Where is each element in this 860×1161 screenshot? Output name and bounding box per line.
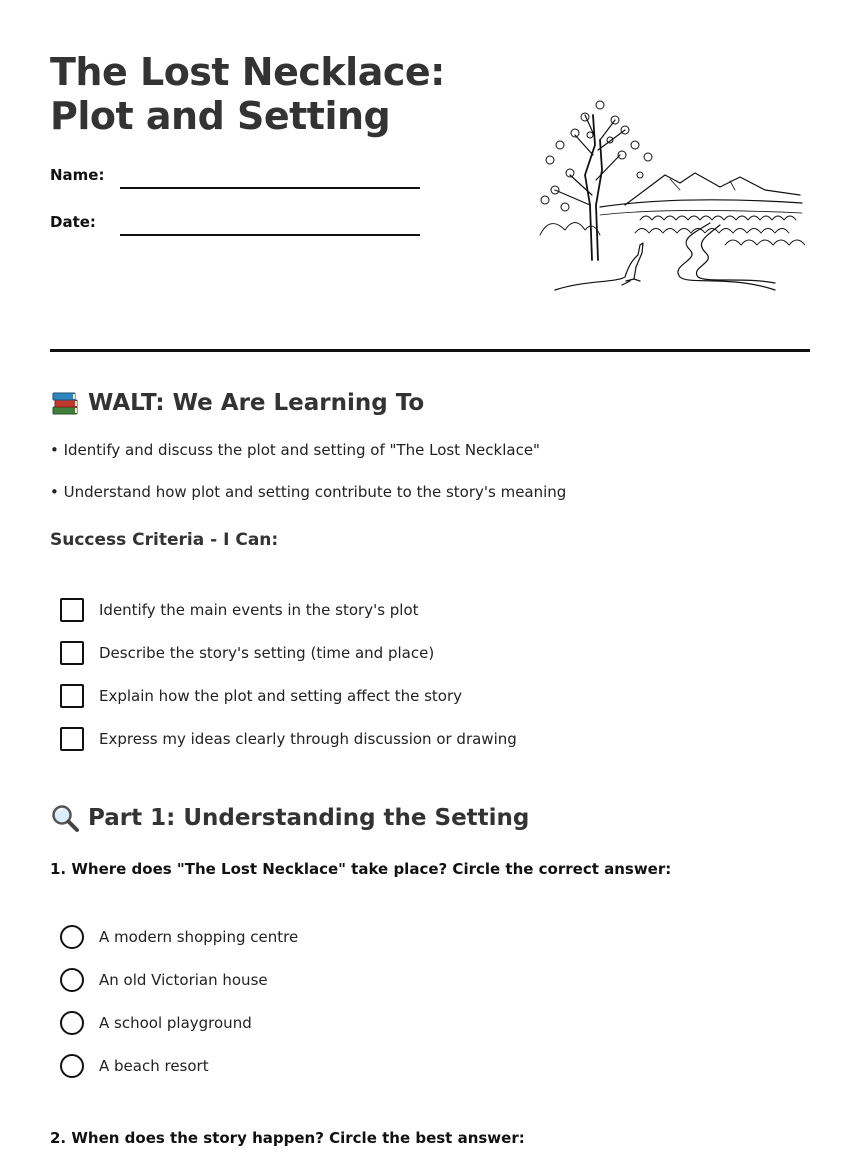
walt-heading <box>50 388 424 418</box>
walt-heading-text: WALT: We Are Learning To <box>88 390 425 416</box>
criteria-item[interactable] <box>60 598 419 622</box>
part1-heading-text: Part 1: Understanding the Setting <box>88 805 530 831</box>
walt-bullet-1: • Identify and discuss the plot and setting of "The Lost Necklace" <box>50 441 540 459</box>
date-line[interactable] <box>120 234 420 236</box>
criteria-text: Express my ideas clearly through discussion or drawing <box>99 730 517 748</box>
answer-option[interactable] <box>60 1054 209 1078</box>
date-label: Date: <box>50 213 96 231</box>
worksheet-title: The Lost Necklace: Plot and Setting <box>50 50 445 138</box>
walt-bullet-2: • Understand how plot and setting contribute to the story's meaning <box>50 483 567 501</box>
option-text: An old Victorian house <box>99 971 268 989</box>
criteria-item[interactable] <box>60 684 462 708</box>
radio-circle[interactable] <box>60 1054 84 1078</box>
success-criteria-heading: Success Criteria - I Can: <box>50 530 279 550</box>
radio-circle[interactable] <box>60 925 84 949</box>
criteria-text: Explain how the plot and setting affect the story <box>99 687 463 705</box>
radio-circle[interactable] <box>60 1011 84 1035</box>
checkbox[interactable] <box>60 684 84 708</box>
name-line[interactable] <box>120 187 420 189</box>
magnifying-glass-icon <box>50 803 80 833</box>
checkbox[interactable] <box>60 641 84 665</box>
option-text: A beach resort <box>99 1057 209 1075</box>
part1-heading <box>50 803 529 833</box>
answer-option[interactable] <box>60 968 268 992</box>
option-text: A modern shopping centre <box>99 928 299 946</box>
checkbox[interactable] <box>60 727 84 751</box>
landscape-illustration <box>530 95 805 300</box>
option-text: A school playground <box>99 1014 252 1032</box>
question-1: 1. Where does "The Lost Necklace" take place? Circle the correct answer: <box>50 860 672 878</box>
criteria-text: Identify the main events in the story's plot <box>99 601 419 619</box>
criteria-item[interactable] <box>60 641 434 665</box>
books-icon <box>50 388 80 418</box>
checkbox[interactable] <box>60 598 84 622</box>
criteria-item[interactable] <box>60 727 517 751</box>
radio-circle[interactable] <box>60 968 84 992</box>
name-label: Name: <box>50 166 105 184</box>
answer-option[interactable] <box>60 1011 252 1035</box>
criteria-text: Describe the story's setting (time and place) <box>99 644 435 662</box>
header-divider <box>50 349 810 352</box>
question-2: 2. When does the story happen? Circle the best answer: <box>50 1129 525 1147</box>
answer-option[interactable] <box>60 925 298 949</box>
